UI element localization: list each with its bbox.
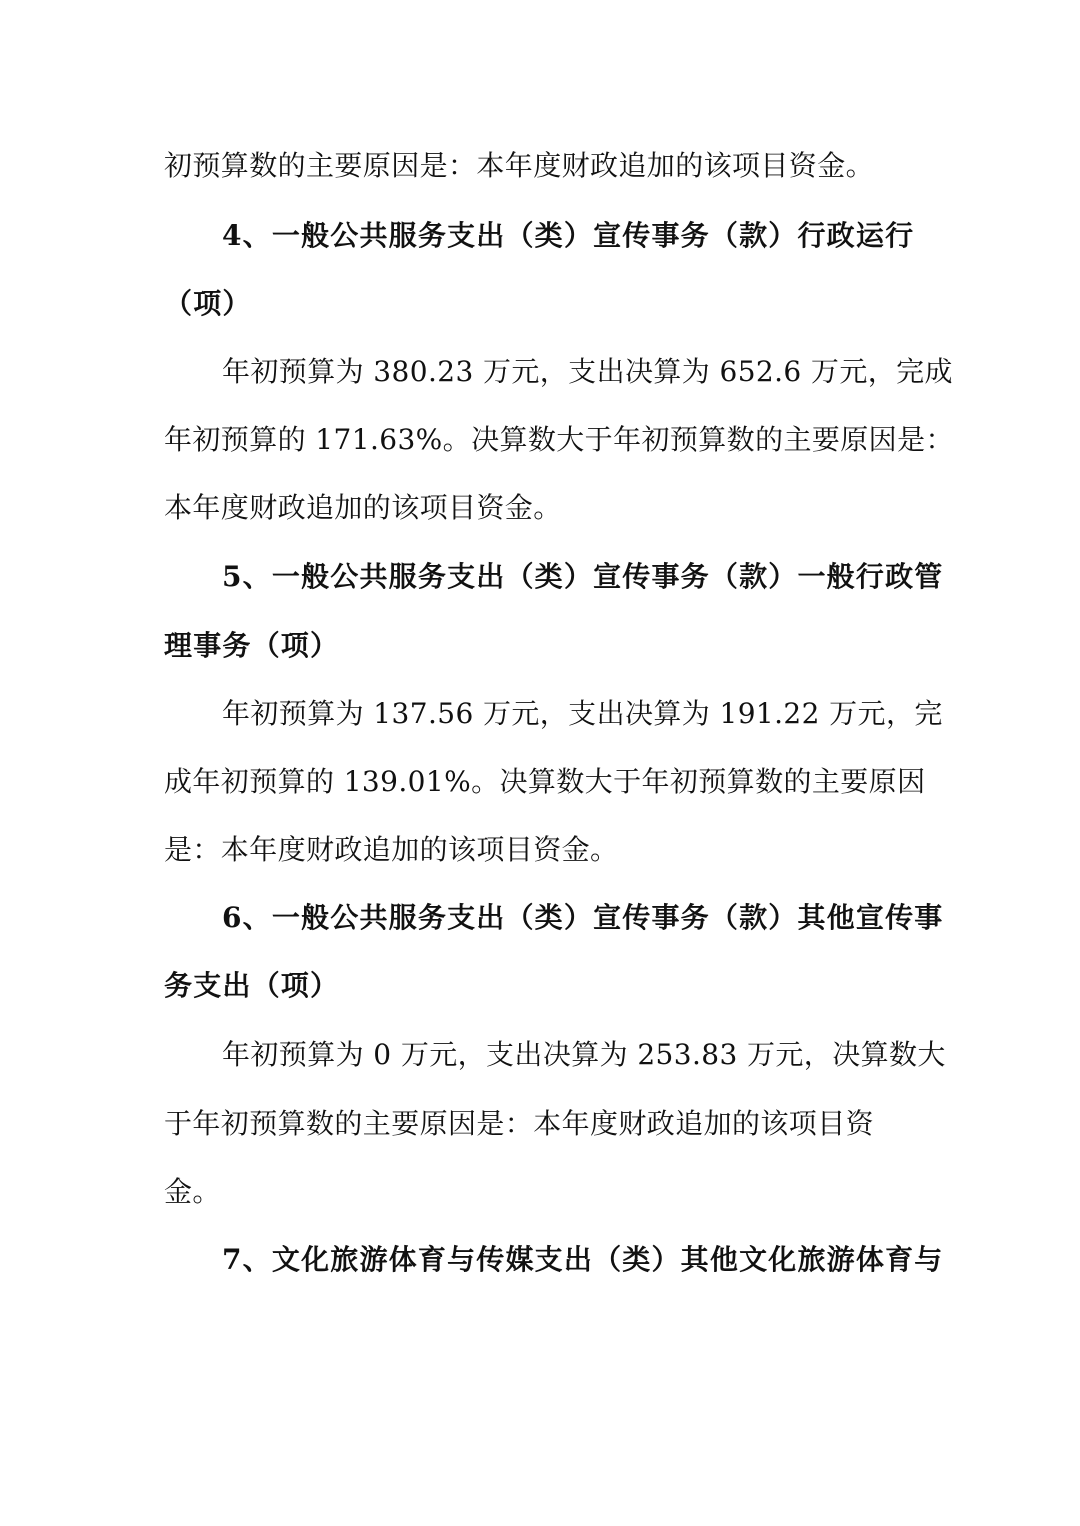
paragraph-line: 年初预算的 171.63%。决算数大于年初预算数的主要原因是： [164, 423, 954, 456]
section-heading-6: 6、一般公共服务支出（类）宣传事务（款）其他宣传事 [222, 901, 944, 934]
section-heading-5: 5、一般公共服务支出（类）宣传事务（款）一般行政管 [222, 560, 944, 593]
paragraph-line: 本年度财政追加的该项目资金。 [164, 491, 562, 524]
section-heading-5-cont: 理事务（项） [164, 629, 340, 662]
paragraph-line: 初预算数的主要原因是：本年度财政追加的该项目资金。 [164, 149, 875, 182]
paragraph-line: 年初预算为 380.23 万元，支出决算为 652.6 万元，完成 [222, 355, 953, 388]
paragraph-line: 成年初预算的 139.01%。决算数大于年初预算数的主要原因 [164, 765, 926, 798]
section-heading-7: 7、文化旅游体育与传媒支出（类）其他文化旅游体育与 [222, 1243, 944, 1276]
paragraph-line: 金。 [164, 1175, 221, 1208]
section-heading-6-cont: 务支出（项） [164, 969, 340, 1002]
section-heading-4: 4、一般公共服务支出（类）宣传事务（款）行政运行 [222, 219, 915, 252]
paragraph-line: 年初预算为 137.56 万元，支出决算为 191.22 万元，完 [222, 697, 943, 730]
paragraph-line: 是：本年度财政追加的该项目资金。 [164, 833, 619, 866]
paragraph-line: 年初预算为 0 万元，支出决算为 253.83 万元，决算数大 [222, 1038, 946, 1071]
section-heading-4-cont: （项） [164, 287, 252, 320]
paragraph-line: 于年初预算数的主要原因是：本年度财政追加的该项目资 [164, 1107, 875, 1140]
